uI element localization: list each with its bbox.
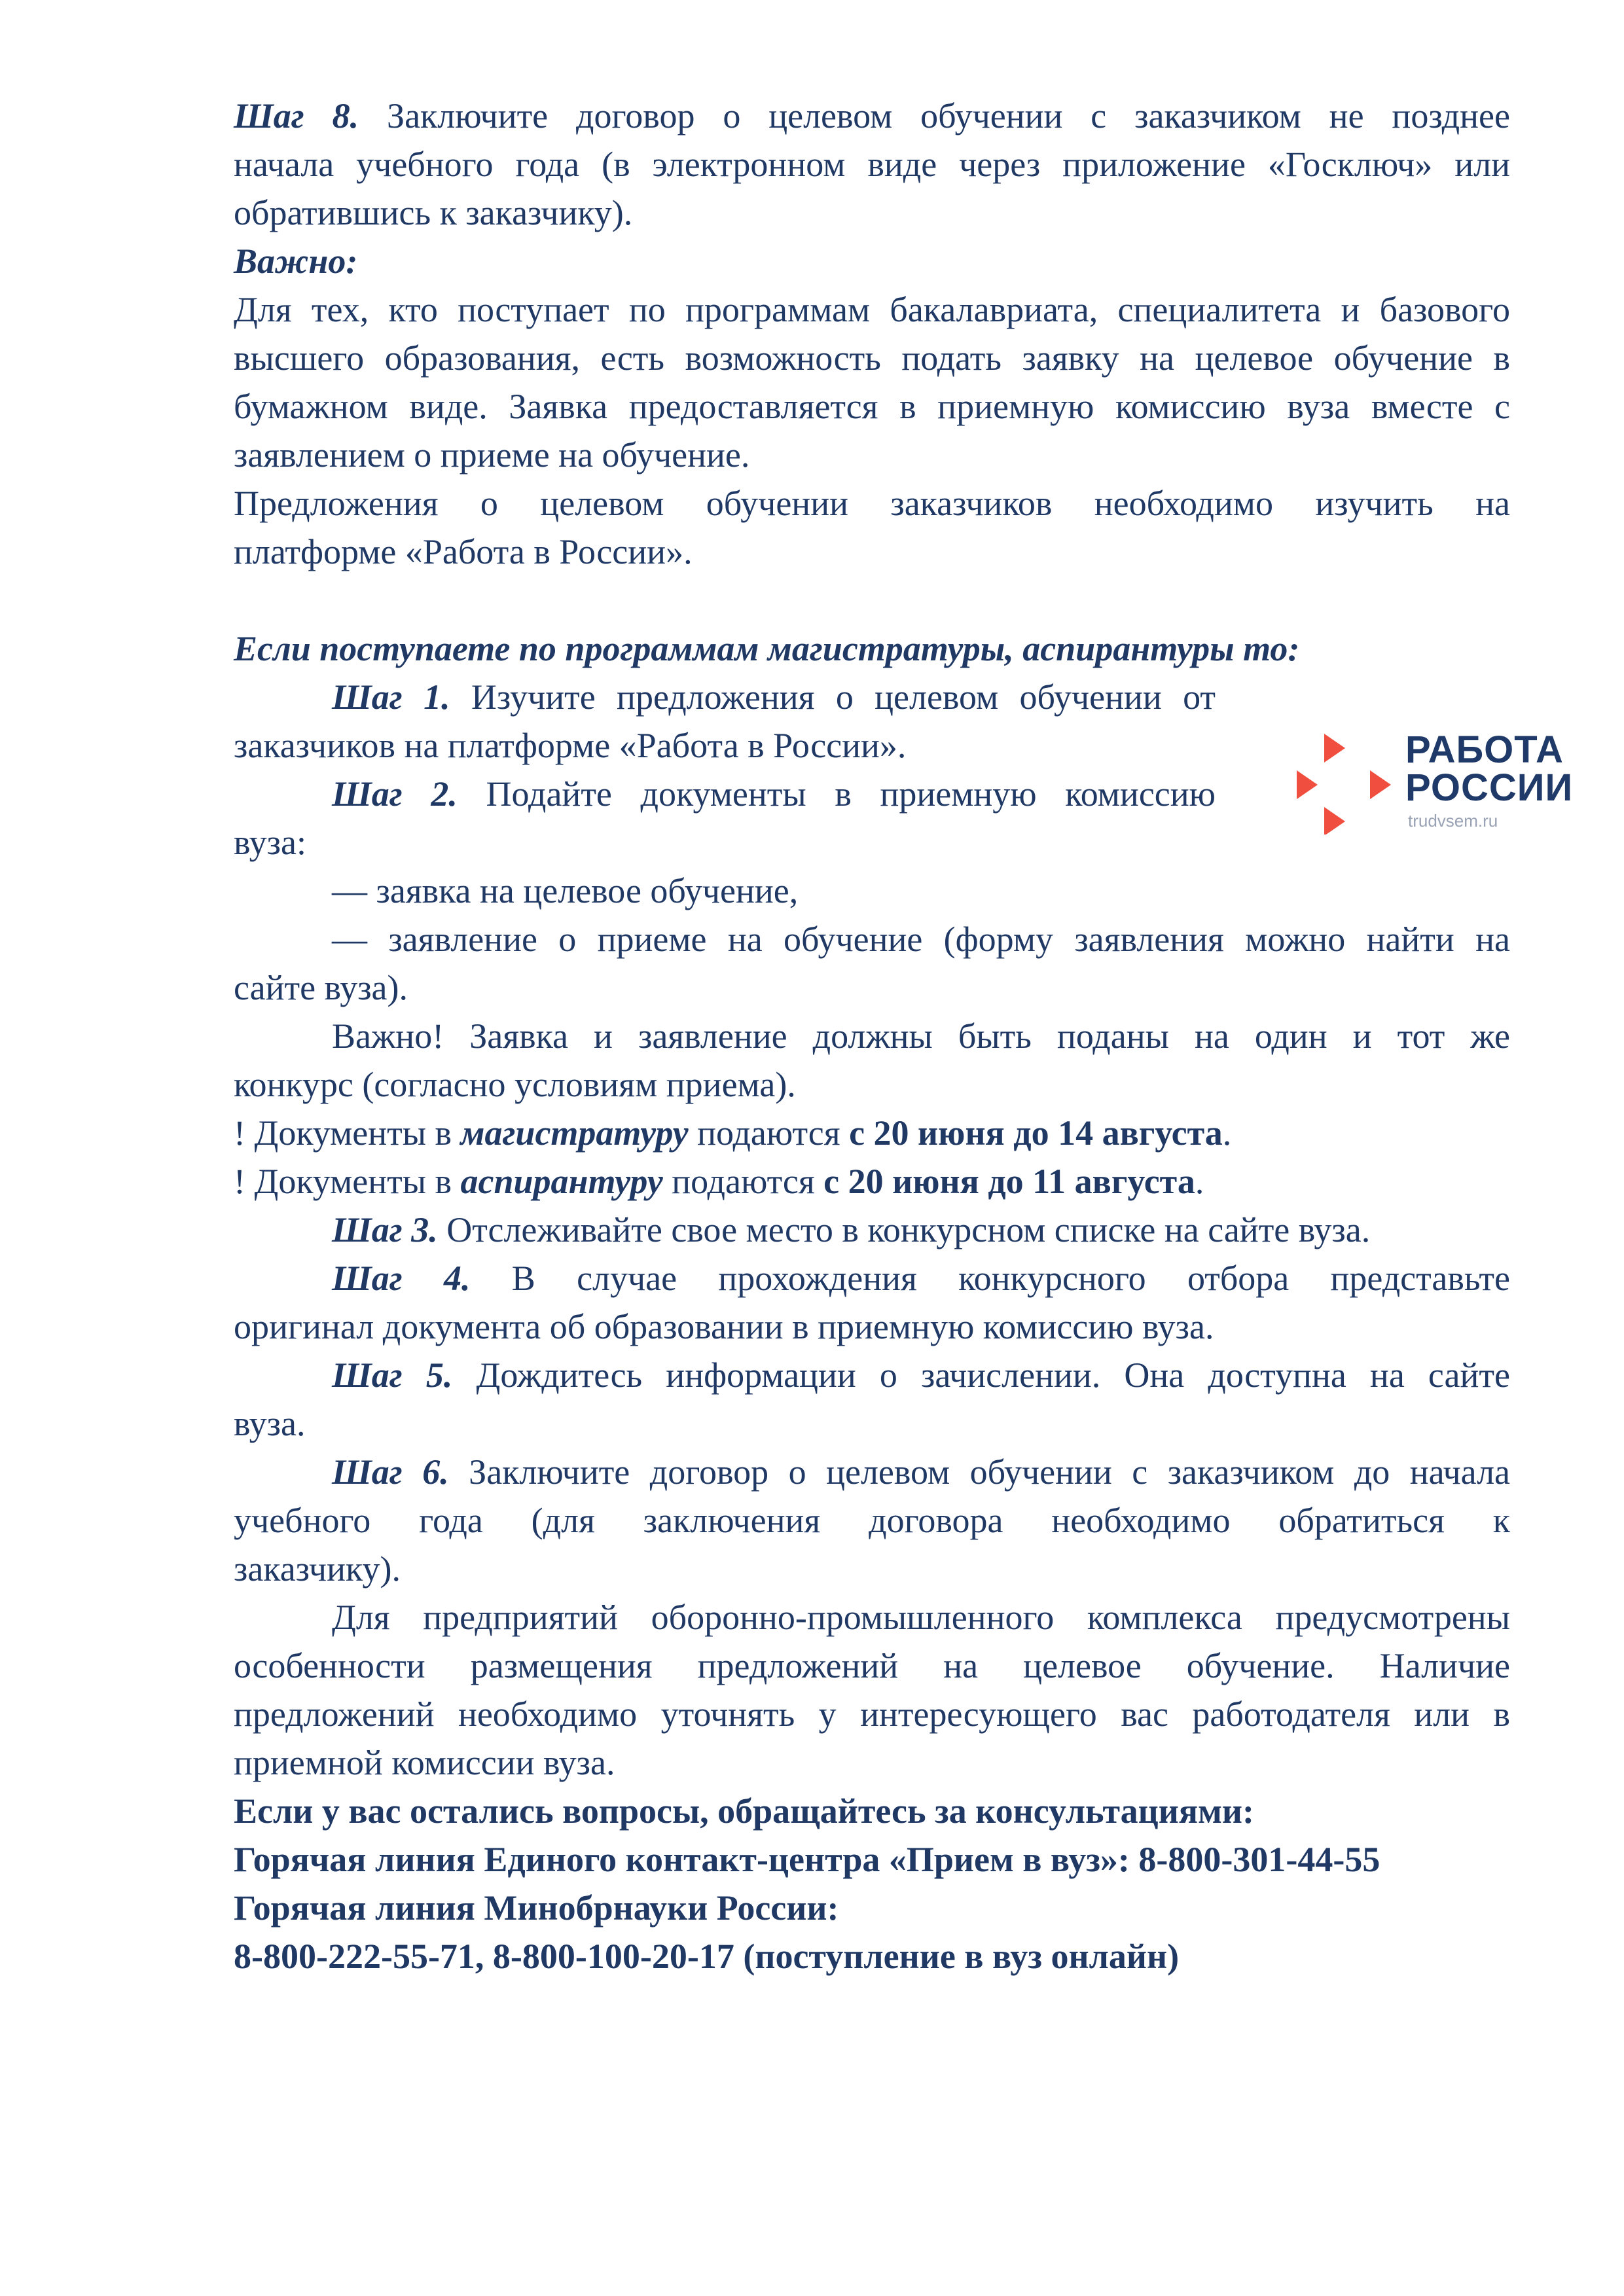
- deadline-phd: ! Документы в аспирантуру подаются с 20 июня до 11 августа.: [234, 1162, 1204, 1201]
- m-important-line1: Важно! Заявка и заявление должны быть поданы на один и тот же: [332, 1016, 1510, 1056]
- rabota-rossii-logo: [1293, 728, 1574, 834]
- masters-heading: Если поступаете по программам магистратуры, аспирантуры то:: [234, 629, 1300, 668]
- m-step4-line1: Шаг 4. В случае прохождения конкурсного отбора представьте: [332, 1259, 1510, 1298]
- m-step6-line2: учебного года (для заключения договора необходимо обратиться к: [234, 1501, 1510, 1540]
- contacts-heading: Если у вас остались вопросы, обращайтесь за консультациями:: [234, 1791, 1254, 1831]
- logo-url: trudvsem.ru: [1408, 811, 1498, 831]
- doc-item1: — заявка на целевое обучение,: [332, 871, 799, 910]
- defense-line3: предложений необходимо уточнять у интересующего вас работодателя или в: [234, 1695, 1510, 1734]
- hotline-ministry-title: Горячая линия Минобрнауки России:: [234, 1888, 839, 1928]
- m-step5-line2: вуза.: [234, 1404, 306, 1443]
- doc-item2-line2: сайте вуза).: [234, 968, 408, 1007]
- m-step1-line1: Шаг 1. Изучите предложения о целевом обучении от: [332, 677, 1216, 717]
- important-line1: Для тех, кто поступает по программам бакалавриата, специалитета и базового: [234, 290, 1510, 329]
- m-step3: Шаг 3. Отслеживайте свое место в конкурсном списке на сайте вуза.: [332, 1210, 1371, 1249]
- deadline-masters: ! Документы в магистратуру подаются с 20 июня до 14 августа.: [234, 1113, 1232, 1153]
- doc-item2-line1: — заявление о приеме на обучение (форму заявления можно найти на: [332, 920, 1510, 959]
- defense-line2: особенности размещения предложений на целевое обучение. Наличие: [234, 1646, 1510, 1685]
- important-heading: Важно:: [234, 242, 358, 281]
- important-line4: заявлением о приеме на обучение.: [234, 435, 750, 475]
- document-page: [234, 92, 1510, 1981]
- logo-line1: РАБОТА: [1405, 728, 1564, 771]
- step8-line1: Шаг 8. Заключите договор о целевом обучении с заказчиком не позднее: [234, 96, 1510, 135]
- important-line2: высшего образования, есть возможность подать заявку на целевое обучение в: [234, 338, 1510, 378]
- logo-wordmark: [1405, 728, 1574, 809]
- defense-line4: приемной комиссии вуза.: [234, 1743, 615, 1782]
- offers-line1: Предложения о целевом обучении заказчиков необходимо изучить на: [234, 484, 1510, 523]
- step8-line3: обратившись к заказчику).: [234, 193, 633, 232]
- m-step5-line1: Шаг 5. Дождитесь информации о зачислении. Она доступна на сайте: [332, 1355, 1510, 1395]
- m-step2-line2: вуза:: [234, 823, 306, 862]
- hotline-ministry-numbers: 8-800-222-55-71, 8-800-100-20-17 (поступление в вуз онлайн): [234, 1937, 1180, 1976]
- m-step6-line3: заказчику).: [234, 1549, 401, 1588]
- hotline-admission: Горячая линия Единого контакт-центра «Прием в вуз»: 8-800-301-44-55: [234, 1840, 1380, 1879]
- logo-line2: РОССИИ: [1405, 766, 1574, 809]
- m-step6-line1: Шаг 6. Заключите договор о целевом обучении с заказчиком до начала: [332, 1452, 1510, 1492]
- offers-line2: платформе «Работа в России».: [234, 532, 693, 571]
- m-step2-line1: Шаг 2. Подайте документы в приемную комиссию: [332, 774, 1216, 814]
- m-step4-line2: оригинал документа об образовании в приемную комиссию вуза.: [234, 1307, 1214, 1346]
- m-step1-line2: заказчиков на платформе «Работа в России».: [234, 726, 907, 765]
- blank-line: [234, 576, 1510, 624]
- rabota-rossii-logo-icon: [1293, 730, 1398, 834]
- important-line3: бумажном виде. Заявка предоставляется в приемную комиссию вуза вместе с: [234, 387, 1510, 426]
- step8-line2: начала учебного года (в электронном виде через приложение «Госключ» или: [234, 145, 1510, 184]
- defense-line1: Для предприятий оборонно-промышленного комплекса предусмотрены: [332, 1598, 1510, 1637]
- m-important-line2: конкурс (согласно условиям приема).: [234, 1065, 796, 1104]
